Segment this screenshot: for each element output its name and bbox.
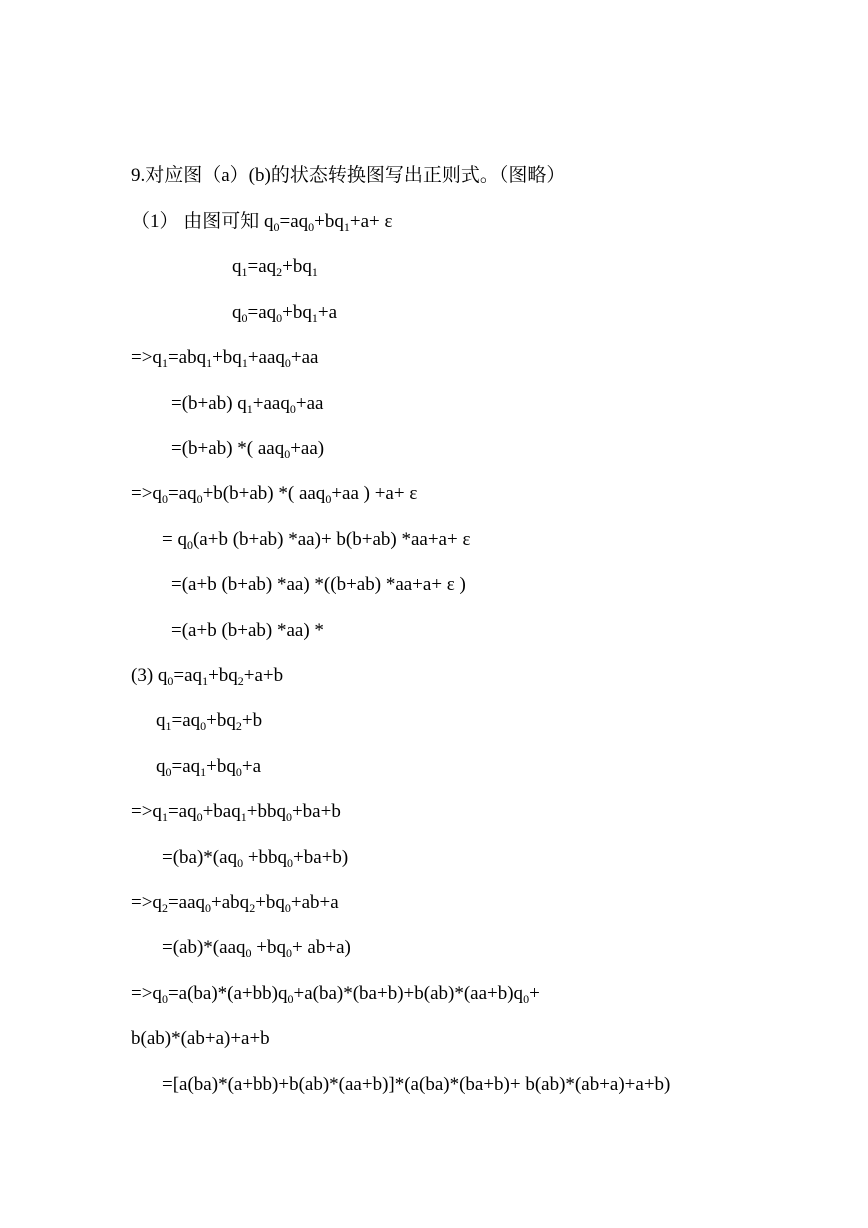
equation-text: +bq — [255, 892, 285, 913]
equation-text: =>q — [131, 892, 162, 913]
subscript: 1 — [202, 674, 209, 688]
equation-line — [156, 709, 262, 733]
equation-line — [131, 346, 319, 370]
equation-text: +bq — [208, 665, 238, 686]
subscript: 0 — [287, 856, 294, 870]
equation-text: +a+b — [243, 665, 284, 686]
subscript: 1 — [311, 311, 318, 325]
subscript: 0 — [325, 492, 332, 506]
equation-text: +aa — [290, 347, 319, 368]
subscript: 1 — [343, 220, 350, 234]
equation-line — [162, 936, 351, 960]
equation-text: =a(ba)*(a+bb)q — [167, 983, 288, 1004]
equation-line — [232, 301, 337, 325]
equation-line — [131, 982, 540, 1006]
equation-text: +aa) — [290, 438, 325, 459]
equation-text: =(a+b (b+ab) *aa) * — [171, 620, 324, 641]
equation-text: =aq — [167, 483, 197, 504]
equation-text: =>q — [131, 347, 162, 368]
subscript: 2 — [237, 674, 244, 688]
equation-text: =>q — [131, 801, 162, 822]
equation-line — [171, 437, 324, 461]
equation-line — [162, 846, 348, 870]
subscript: 0 — [167, 674, 174, 688]
equation-text: +aaq — [247, 347, 285, 368]
subscript: 2 — [276, 265, 283, 279]
subscript: 0 — [200, 719, 207, 733]
subscript: 0 — [237, 856, 244, 870]
equation-text: =aq — [173, 665, 203, 686]
equation-text: +b(b+ab) *( aaq — [202, 483, 326, 504]
equation-text: =(a+b (b+ab) *aa) *((b+ab) *aa+a+ ε ) — [171, 574, 466, 595]
question-title: 9.对应图（a）(b)的状态转换图写出正则式。（图略） — [131, 165, 566, 186]
equation-text: +b — [241, 710, 263, 731]
subscript: 1 — [246, 402, 253, 416]
equation-line — [131, 891, 339, 915]
subscript: 1 — [241, 265, 248, 279]
equation-line — [171, 392, 323, 416]
equation-text: q — [232, 256, 242, 277]
equation-text: +a+ ε — [349, 211, 393, 232]
subscript: 0 — [289, 402, 296, 416]
equation-text: q — [156, 756, 166, 777]
subscript: 0 — [276, 311, 283, 325]
equation-text: +ba+b) — [293, 847, 349, 868]
equation-line — [232, 255, 318, 279]
subscript: 0 — [285, 946, 292, 960]
subscript: 0 — [235, 765, 242, 779]
equation-line — [131, 800, 341, 824]
equation-text: =aq — [171, 710, 201, 731]
equation-line — [131, 210, 392, 234]
subscript: 1 — [311, 265, 318, 279]
equation-text: +bbq — [246, 801, 286, 822]
equation-text: = q — [162, 529, 187, 550]
equation-text: （1） 由图可知 q — [131, 211, 274, 232]
subscript: 0 — [245, 946, 252, 960]
equation-line — [171, 619, 324, 643]
subscript: 2 — [161, 901, 168, 915]
equation-text: q — [156, 710, 166, 731]
equation-text: +a — [241, 756, 262, 777]
equation-text: =aaq — [167, 892, 206, 913]
subscript: 0 — [284, 447, 291, 461]
equation-text: =aq — [247, 302, 277, 323]
subscript: 1 — [165, 719, 172, 733]
subscript: 1 — [161, 810, 168, 824]
subscript: 0 — [165, 765, 172, 779]
equation-text: +ba+b — [291, 801, 341, 822]
equation-line — [162, 1073, 670, 1097]
subscript: 2 — [249, 901, 256, 915]
subscript: 0 — [205, 901, 212, 915]
equation-text: +bq — [282, 302, 312, 323]
equation-text: =aq — [167, 801, 197, 822]
subscript: 0 — [161, 492, 168, 506]
equation-text: +aa — [295, 393, 324, 414]
subscript: 0 — [241, 311, 248, 325]
equation-text: =[a(ba)*(a+bb)+b(ab)*(aa+b)]*(a(ba)*(ba+b)+ b(ab)*(ab+a)+a+b) — [162, 1074, 671, 1095]
equation-text: =aq — [279, 211, 309, 232]
equation-line — [162, 528, 470, 552]
equation-text: b(ab)*(ab+a)+a+b — [131, 1028, 270, 1049]
equation-text: +baq — [202, 801, 241, 822]
equation-text: +aaq — [252, 393, 290, 414]
equation-text: +aa ) +a+ ε — [331, 483, 418, 504]
equation-text: =(b+ab) q — [171, 393, 247, 414]
subscript: 1 — [240, 810, 247, 824]
equation-text: (3) q — [131, 665, 168, 686]
subscript: 2 — [235, 719, 242, 733]
subscript: 0 — [186, 538, 193, 552]
subscript: 0 — [308, 220, 315, 234]
subscript: 0 — [284, 901, 291, 915]
subscript: 1 — [200, 765, 207, 779]
subscript: 1 — [161, 356, 168, 370]
equation-text: +abq — [211, 892, 250, 913]
equation-line — [131, 664, 283, 688]
equation-text: +bq — [212, 347, 242, 368]
subscript: 0 — [196, 492, 203, 506]
equation-text: =(ba)*(aq — [162, 847, 238, 868]
subscript: 0 — [285, 810, 292, 824]
subscript: 1 — [206, 356, 213, 370]
equation-text: + — [529, 983, 540, 1004]
equation-text: q — [232, 302, 242, 323]
subscript: 0 — [287, 992, 294, 1006]
equation-text: =(b+ab) *( aaq — [171, 438, 285, 459]
equation-text: +bq — [251, 937, 286, 958]
equation-text: =>q — [131, 483, 162, 504]
subscript: 1 — [241, 356, 248, 370]
equation-text: + ab+a) — [291, 937, 351, 958]
equation-text: =aq — [171, 756, 201, 777]
equation-text: +a — [317, 302, 338, 323]
equation-line — [131, 1027, 270, 1051]
subscript: 0 — [284, 356, 291, 370]
equation-line — [156, 755, 261, 779]
equation-text: +bq — [206, 756, 236, 777]
subscript: 0 — [273, 220, 280, 234]
equation-text: +bbq — [243, 847, 288, 868]
equation-text: (a+b (b+ab) *aa)+ b(b+ab) *aa+a+ ε — [192, 529, 471, 550]
equation-text: =(ab)*(aaq — [162, 937, 246, 958]
equation-line — [131, 482, 417, 506]
equation-text: =aq — [247, 256, 277, 277]
equation-text: +bq — [282, 256, 312, 277]
subscript: 0 — [196, 810, 203, 824]
equation-line — [171, 573, 466, 597]
equation-text: +bq — [314, 211, 344, 232]
equation-text: =>q — [131, 983, 162, 1004]
equation-text: +a(ba)*(ba+b)+b(ab)*(aa+b)q — [293, 983, 524, 1004]
subscript: 0 — [161, 992, 168, 1006]
equation-text: +ab+a — [290, 892, 339, 913]
equation-text: +bq — [206, 710, 236, 731]
equation-text: =abq — [167, 347, 207, 368]
subscript: 0 — [523, 992, 530, 1006]
